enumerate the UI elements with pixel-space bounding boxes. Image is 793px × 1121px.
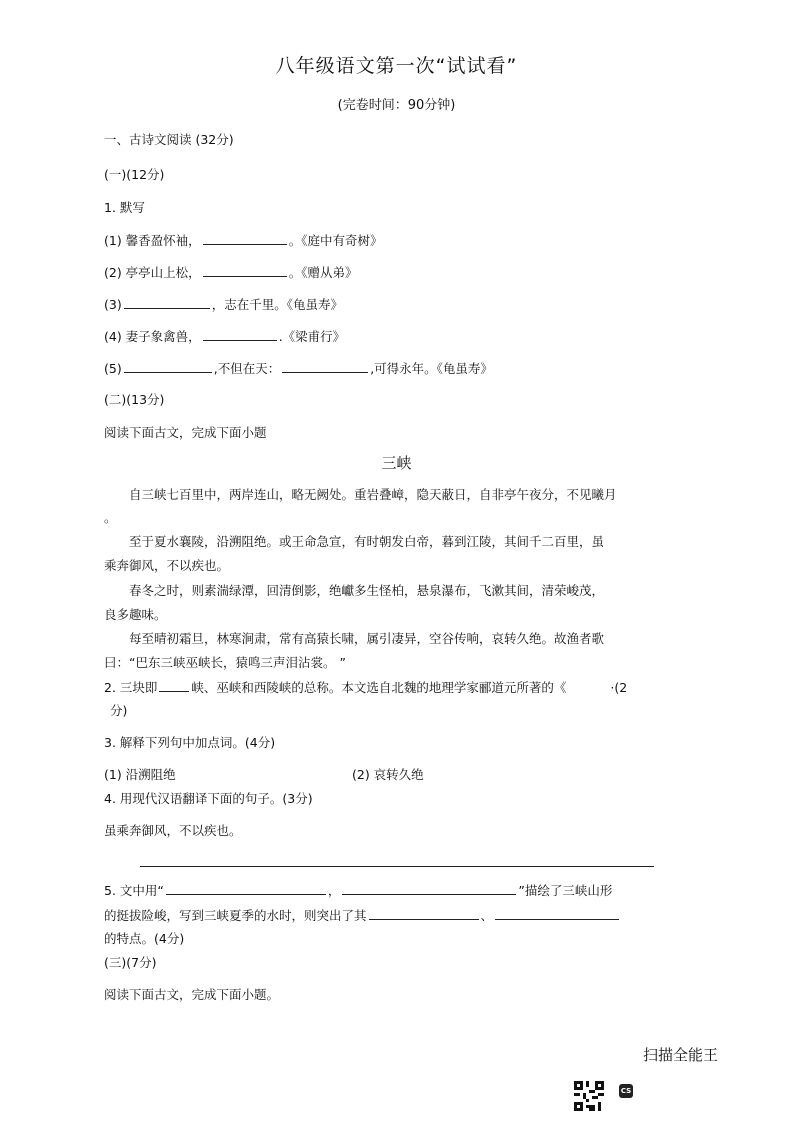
question-2-score-end: 分) [110,703,128,718]
answer-blank[interactable] [369,907,479,920]
question-5-text: ”描绘了三峡山形 [518,883,613,898]
question-2 [104,679,627,696]
exam-duration: (完卷时间：90分钟) [337,98,456,113]
question-2-text: 2. 三块即 [104,680,158,695]
answer-blank[interactable] [159,679,189,692]
question-2-text: 峡、巫峡和西陵峡的总称。本文选自北魏的地理学家郦道元所著的《 [191,680,567,695]
reading-instruction: 阅读下面古文，完成下面小题 [104,425,267,440]
scanner-watermark: 扫描全能王 [643,1046,719,1064]
dictation-item-5-source: ,可得永年。《龟虽寿》 [370,361,493,376]
answer-line[interactable] [140,866,654,867]
passage-line: 每至晴初霜旦，林寒涧肃，常有高猿长啸，属引凄异，空谷传响，哀转久绝。故渔者歌 [129,631,605,646]
question-2-score: ·(2 [610,680,628,695]
dictation-item-4-prompt: (4) 妻子象禽兽， [104,329,201,344]
dictation-item-2-prompt: (2) 亭亭山上松， [104,265,201,280]
part-one-header: (一)(12分) [104,167,165,182]
dictation-item-1 [104,232,382,249]
passage-line: 。 [104,510,117,525]
question-5-text: ， [327,883,341,898]
passage-line: 曰：“巴东三峡巫峡长，猿鸣三声泪沾裳。 ” [104,655,346,670]
question-5-text: 的挺拔险峻，写到三峡夏季的水时，则突出了其 [104,908,367,923]
question-5-line-3: 的特点。(4分) [104,931,185,946]
dictation-item-5 [104,360,493,377]
part-three-header: (三)(7分) [104,955,157,970]
answer-blank[interactable] [342,882,516,895]
section-header: 一、古诗文阅读 (32分) [104,132,234,147]
dictation-item-1-source: 。《庭中有奇树》 [288,233,383,248]
dictation-item-5-middle: ,不但在天： [213,361,281,376]
part-two-header: (二)(13分) [104,392,165,407]
dictation-item-1-prompt: (1) 馨香盈怀袖， [104,233,201,248]
qr-code-icon [574,1081,604,1111]
answer-blank[interactable] [282,360,368,373]
passage-line: 春冬之时，则素湍绿潭，回清倒影，绝巘多生怪柏，悬泉瀑布，飞漱其间，清荣峻茂， [129,583,605,598]
answer-blank[interactable] [124,296,210,309]
answer-blank[interactable] [203,328,277,341]
dictation-item-3-source: ，志在千里。《龟虽寿》 [211,297,343,312]
dictation-item-4-source: .《梁甫行》 [278,329,346,344]
passage-line: 自三峡七百里中，两岸连山，略无阙处。重岩叠嶂，隐天蔽日，自非亭午夜分，不见曦月 [129,487,617,502]
reading-instruction-3: 阅读下面古文，完成下面小题。 [104,987,280,1002]
answer-blank[interactable] [203,232,287,245]
answer-blank[interactable] [166,882,326,895]
dictation-item-3 [104,296,343,313]
page-title: 八年级语文第一次“试试看” [275,55,518,77]
question-3-item-2: (2) 哀转久绝 [352,767,424,782]
dictation-item-3-prompt: (3) [104,297,122,312]
dictation-item-2 [104,264,357,281]
question-3: 3. 解释下列句中加点词。(4分) [104,735,276,750]
dictation-item-2-source: 。《赠从弟》 [288,265,358,280]
dictation-item-5-prompt: (5) [104,361,122,376]
question-4-sentence: 虽乘奔御风，不以疾也。 [104,823,242,838]
passage-line: 乘奔御风，不以疾也。 [104,558,230,573]
dictation-item-4 [104,328,345,345]
answer-blank[interactable] [203,264,287,277]
camscanner-logo-icon: CS [619,1084,633,1098]
answer-blank[interactable] [495,907,619,920]
passage-line: 至于夏水襄陵，沿溯阻绝。或王命急宣，有时朝发白帝，暮到江陵，其间千二百里，虽 [129,534,605,549]
passage-line: 良多趣味。 [104,607,167,622]
question-5-text: 5. 文中用“ [104,883,164,898]
passage-title: 三峡 [381,454,412,472]
answer-blank[interactable] [568,680,608,692]
question-5-line-2 [104,907,621,924]
question-4: 4. 用现代汉语翻译下面的句子。(3分) [104,791,313,806]
question-5 [104,882,612,899]
question-5-text: 、 [480,908,494,923]
question-1-title: 1. 默写 [104,200,145,215]
question-3-item-1: (1) 沿溯阻绝 [104,767,176,782]
answer-blank[interactable] [124,360,212,373]
